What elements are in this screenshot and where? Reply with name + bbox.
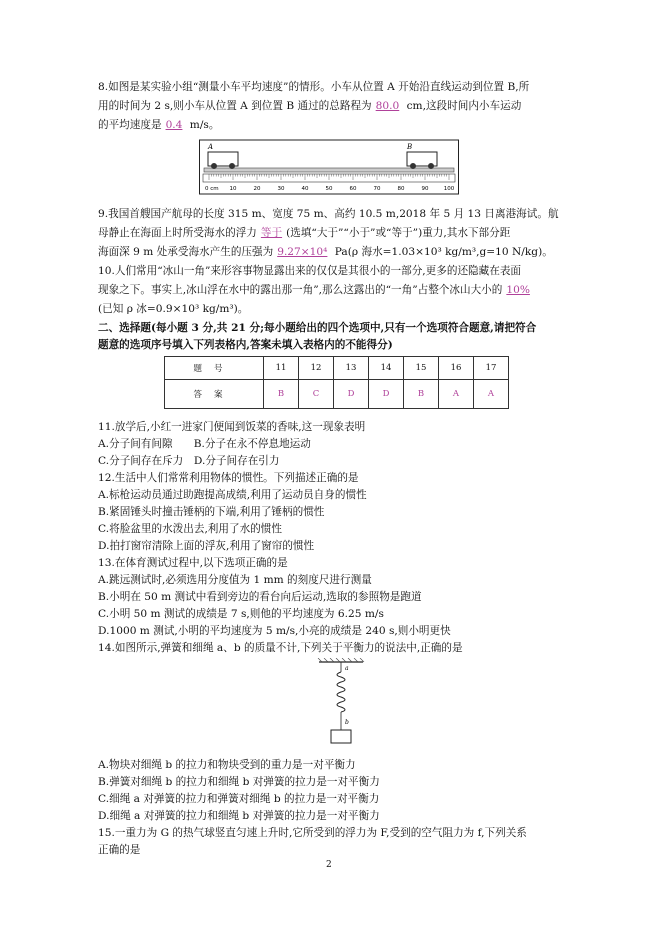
q12-option-c: C.将脸盆里的水泼出去,利用了水的惯性 <box>98 523 282 535</box>
q9-line3 <box>98 245 568 260</box>
table-num: 15 <box>404 357 439 380</box>
ruler-tick-label: 40 <box>301 186 309 192</box>
table-num: 14 <box>369 357 404 380</box>
answer-table <box>164 356 509 409</box>
table-answer: A <box>474 380 509 409</box>
ruler-tick-label: 30 <box>277 186 285 192</box>
q9-line1: 9.我国首艘国产航母的长度 315 m、宽度 75 m、高约 10.5 m,2018 年 5 月 13 日离港海试。航 <box>98 208 559 220</box>
table-answer: D <box>369 380 404 409</box>
car-a <box>207 143 238 169</box>
q13-option-d: D.1000 m 测试,小明的平均速度为 5 m/s,小亮的成绩是 240 s,则小明更快 <box>98 625 451 637</box>
q14-option-d: D.细绳 a 对弹簧的拉力和细绳 b 对弹簧的拉力是一对平衡力 <box>98 810 380 822</box>
q15-line1: 15.一重力为 G 的热气球竖直匀速上升时,它所受到的浮力为 F,受到的空气阻力为 f,下列关系 <box>98 827 527 839</box>
q8-line2-tail: cm,这段时间内小车运动 <box>403 100 522 112</box>
label-a: A <box>208 143 214 151</box>
ruler-tick-label: 60 <box>349 186 357 192</box>
q8-line1: 8.如图是某实验小组“测量小车平均速度”的情形。小车从位置 A 开始沿直线运动到位置 B,所 <box>98 81 530 93</box>
table-answer: D <box>334 380 369 409</box>
q12-option-a: A.标枪运动员通过助跑提高成绩,利用了运动员自身的惯性 <box>98 489 367 501</box>
section2-line2: 题意的选项序号填入下列表格内,答案未填入表格内的不能得分) <box>98 339 393 351</box>
q9-line2-text: 母静止在海面上时所受海水的浮力 <box>98 227 257 239</box>
q13-option-a: A.跳远测试时,必须选用分度值为 1 mm 的刻度尺进行测量 <box>98 574 372 586</box>
q9-line3-tail: Pa(ρ 海水=1.03×10³ kg/m³,g=10 N/kg)。 <box>331 246 553 258</box>
car-b <box>406 143 437 169</box>
ruler-car-figure <box>199 136 459 198</box>
q9-line2 <box>98 226 568 241</box>
q9-answer-buoyancy: 等于 <box>260 227 283 239</box>
q13-option-b: B.小明在 50 m 测试中看到旁边的看台向后运动,选取的参照物是跑道 <box>98 591 422 603</box>
q10-answer-ratio: 10% <box>506 284 530 296</box>
q9-answer-pressure: 9.27×10⁴ <box>277 246 328 258</box>
rope-a-label: a <box>345 665 349 672</box>
q12-option-d: D.拍打窗帘清除上面的浮灰,利用了窗帘的惯性 <box>98 540 315 552</box>
q14-stem: 14.如图所示,弹簧和细绳 a、b 的质量不计,下列关于平衡力的说法中,正确的是 <box>98 642 463 654</box>
ruler-tick-label: 90 <box>421 186 429 192</box>
q8-line3-tail: m/s。 <box>186 119 220 131</box>
q14-option-a: A.物块对细绳 b 的拉力和物块受到的重力是一对平衡力 <box>98 759 356 771</box>
q12-stem: 12.生活中人们常常利用物体的惯性。下列描述正确的是 <box>98 472 359 484</box>
table-header-label: 题号 <box>165 357 264 380</box>
q8-line2 <box>98 99 568 114</box>
table-answer: A <box>439 380 474 409</box>
q11-stem: 11.放学后,小红一进家门便闻到饭菜的香味,这一现象表明 <box>98 421 366 433</box>
q10-line2 <box>98 283 568 298</box>
q8-answer-distance: 80.0 <box>375 100 400 112</box>
q8-answer-speed: 0.4 <box>165 119 183 131</box>
q9-line3-text: 海面深 9 m 处承受海水产生的压强为 <box>98 246 274 258</box>
table-answer: B <box>404 380 439 409</box>
spring-block-figure <box>316 658 366 748</box>
q10-line3: (已知 ρ 冰=0.9×10³ kg/m³)。 <box>98 303 249 315</box>
ruler-tick-label: 80 <box>397 186 405 192</box>
ruler-tick-label: 50 <box>325 186 333 192</box>
table-num: 16 <box>439 357 474 380</box>
ruler-labels <box>205 186 455 192</box>
q11-options-cd: C.分子间存在斥力 D.分子间存在引力 <box>98 455 280 467</box>
q10-line2-text: 现象之下。事实上,冰山浮在水中的露出那一角”,那么这露出的“一角”占整个冰山大小的 <box>98 284 503 296</box>
q8-line2-text: 用的时间为 2 s,则小车从位置 A 到位置 B 通过的总路程为 <box>98 100 372 112</box>
q8-line3 <box>98 118 568 133</box>
table-num: 17 <box>474 357 509 380</box>
table-num: 11 <box>264 357 299 380</box>
ruler-tick-label: 20 <box>253 186 261 192</box>
rope-b-label: b <box>345 719 349 726</box>
q11-options-ab: A.分子间有间隙 B.分子在永不停息地运动 <box>98 438 311 450</box>
ruler-tick-label: 0 cm <box>205 186 219 192</box>
table-num: 13 <box>334 357 369 380</box>
section2-line1: 二、选择题(每小题 3 分,共 21 分;每小题给出的四个选项中,只有一个选项符合题意,请把符合 <box>98 322 537 334</box>
q12-option-b: B.紧固锤头时撞击锤柄的下端,利用了锤柄的惯性 <box>98 506 325 518</box>
q15-line2: 正确的是 <box>98 844 141 856</box>
q14-option-b: B.弹簧对细绳 b 的拉力和细绳 b 对弹簧的拉力是一对平衡力 <box>98 776 380 788</box>
ruler-tick-label: 70 <box>373 186 381 192</box>
label-b: B <box>407 143 413 151</box>
q14-option-c: C.细绳 a 对弹簧的拉力和弹簧对细绳 b 的拉力是一对平衡力 <box>98 793 380 805</box>
q13-option-c: C.小明 50 m 测试的成绩是 7 s,则他的平均速度为 6.25 m/s <box>98 608 384 620</box>
table-answer-label: 答案 <box>165 380 264 409</box>
q9-line2-tail: (选填“大于”“小于”或“等于”)重力,其水下部分距 <box>286 227 511 239</box>
q8-line3-text: 的平均速度是 <box>98 119 162 131</box>
table-answer: C <box>299 380 334 409</box>
q10-line1: 10.人们常用“冰山一角”来形容事物显露出来的仅仅是其很小的一部分,更多的还隐藏在表面 <box>98 265 522 277</box>
page-number: 2 <box>326 860 332 870</box>
table-num: 12 <box>299 357 334 380</box>
q13-stem: 13.在体育测试过程中,以下选项正确的是 <box>98 557 288 569</box>
ruler-tick-label: 100 <box>443 186 455 192</box>
table-answer: B <box>264 380 299 409</box>
ruler-tick-label: 10 <box>229 186 237 192</box>
